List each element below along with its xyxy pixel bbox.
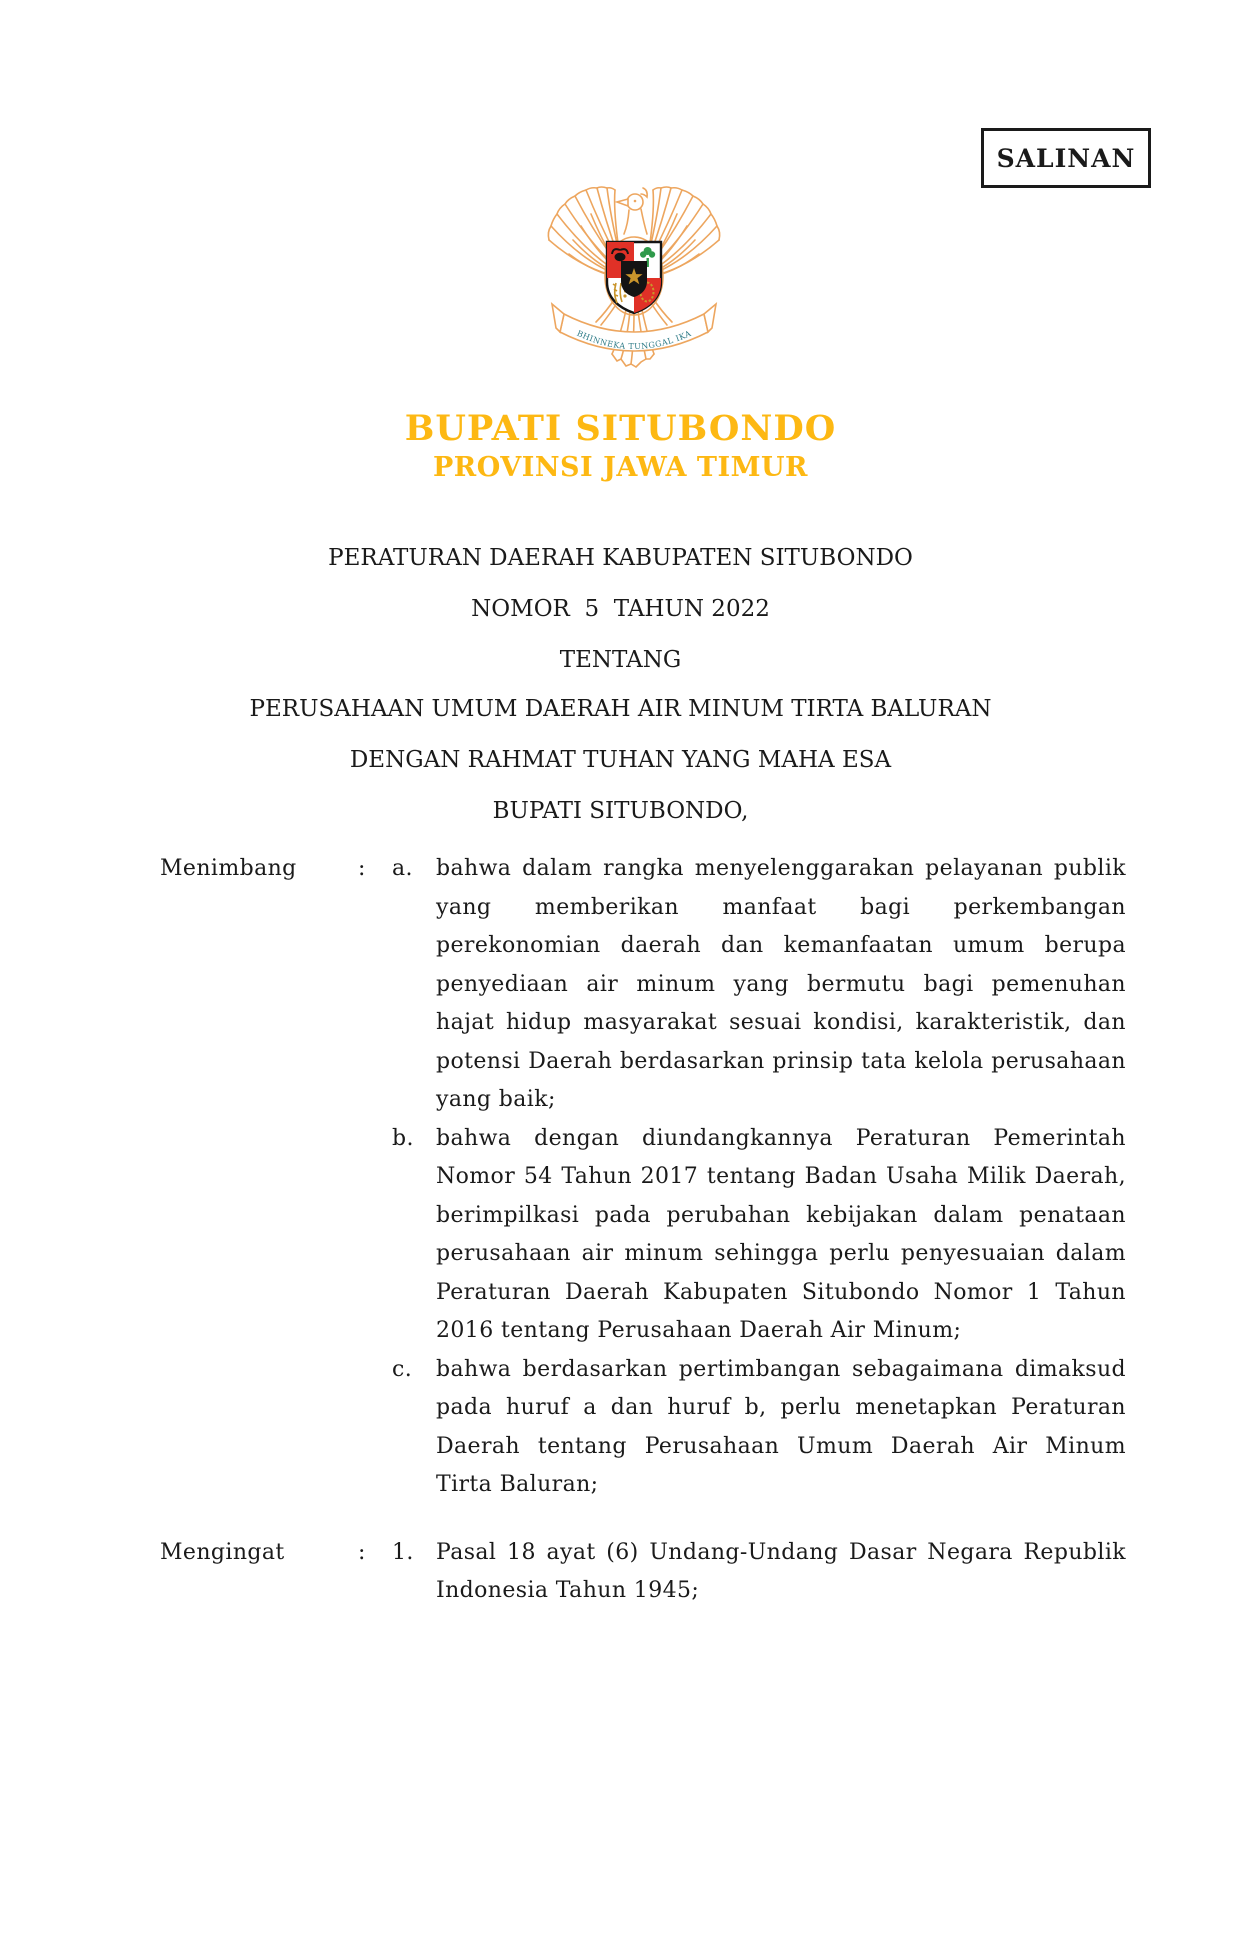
letterhead-authority: BUPATI SITUBONDO — [404, 408, 837, 449]
item-text: Pasal 18 ayat (6) Undang-Undang Dasar Negara Republik Indonesia Tahun 1945; — [436, 1539, 1126, 1603]
mengingat-label: Mengingat — [160, 1539, 285, 1565]
menimbang-item-a — [392, 850, 1126, 1120]
document-body — [160, 850, 1126, 1611]
letterhead-province: PROVINSI JAWA TIMUR — [433, 452, 808, 483]
menimbang-clause — [160, 850, 1126, 1505]
menimbang-separator: : — [358, 856, 366, 881]
salinan-stamp — [981, 128, 1151, 188]
garuda-pancasila-icon — [543, 182, 725, 380]
item-marker: 1. — [392, 1539, 414, 1565]
emblem-motto: BHINNEKA TUNGGAL IKA — [575, 328, 693, 352]
title-subject: PERUSAHAAN UMUM DAERAH AIR MINUM TIRTA BALURAN — [249, 696, 992, 722]
item-marker: c. — [392, 1356, 413, 1382]
item-text: bahwa dengan diundangkannya Peraturan Pemerintah Nomor 54 Tahun 2017 tentang Badan Usaha Milik Daerah, berimpilkasi pada perubahan kebijakan dalam penataan perusahaan air minum sehingga perlu penyesuaian dalam Peraturan Daerah Kabupaten Situbondo Nomor 1 Tahun 2016 tentang Perusahaan Daerah Air Minum; — [436, 1125, 1126, 1343]
title-about-label: TENTANG — [559, 647, 682, 673]
title-number: NOMOR 5 TAHUN 2022 — [471, 596, 770, 622]
mengingat-separator: : — [358, 1539, 366, 1565]
mengingat-item-1 — [392, 1534, 1126, 1611]
menimbang-label: Menimbang — [160, 856, 297, 881]
item-text: bahwa dalam rangka menyelenggarakan pelayanan publik yang memberikan manfaat bagi perkembangan perekonomian daerah dan kemanfaatan umum berupa penyediaan air minum yang bermutu bagi pemenuhan hajat hidup masyarakat sesuai kondisi, karakteristik, dan potensi Daerah berdasarkan prinsip tata kelola perusahaan yang baik; — [436, 856, 1126, 1112]
item-marker: b. — [392, 1125, 414, 1151]
title-invocation: DENGAN RAHMAT TUHAN YANG MAHA ESA — [349, 747, 892, 773]
garuda-pancasila-emblem — [543, 182, 725, 380]
menimbang-item-c — [392, 1351, 1126, 1505]
salinan-stamp-label: SALINAN — [996, 143, 1136, 173]
mengingat-clause — [160, 1534, 1126, 1611]
pancasila-shield — [607, 242, 661, 313]
title-regulation: PERATURAN DAERAH KABUPATEN SITUBONDO — [328, 545, 913, 571]
menimbang-item-b — [392, 1120, 1126, 1351]
item-marker: a. — [392, 856, 413, 881]
item-text: bahwa berdasarkan pertimbangan sebagaimana dimaksud pada huruf a dan huruf b, perlu menetapkan Peraturan Daerah tentang Perusahaan Umum Daerah Air Minum Tirta Baluran; — [436, 1356, 1126, 1497]
title-issuer: BUPATI SITUBONDO, — [492, 798, 749, 824]
